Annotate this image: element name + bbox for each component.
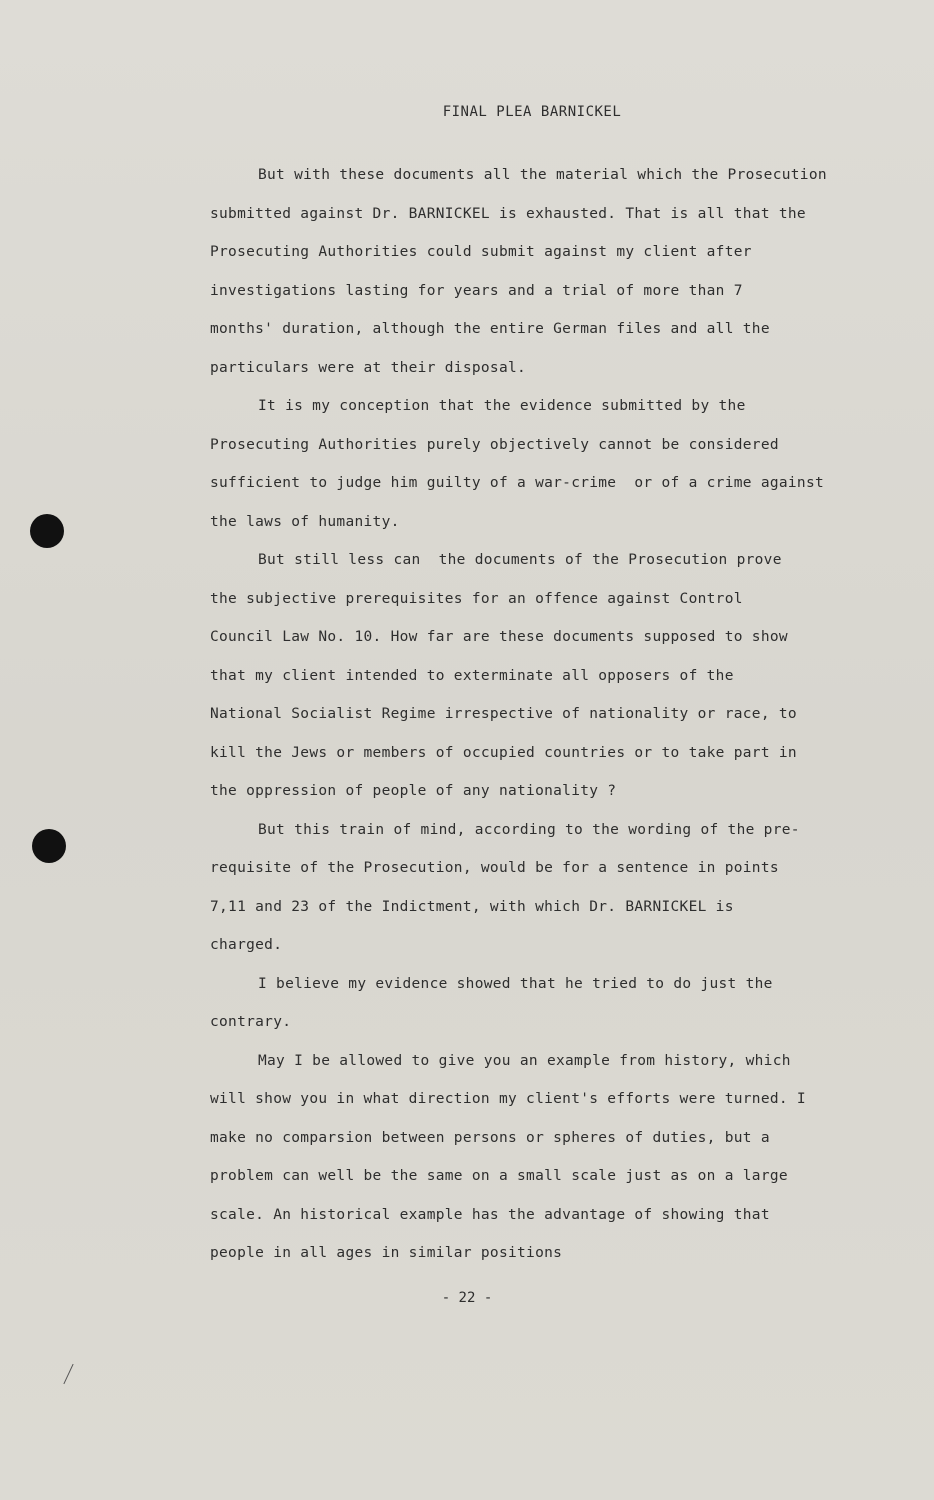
text-line: But with these documents all the material which the Prosecution xyxy=(258,167,827,183)
text-line: But this train of mind, according to the wording of the pre- xyxy=(258,821,800,838)
text-line: Council Law No. 10. How far are these documents supposed to show xyxy=(210,629,788,645)
text-line: I believe my evidence showed that he tried to do just the xyxy=(258,975,773,992)
text-line: National Socialist Regime irrespective of nationality or race, to xyxy=(210,706,797,722)
text-line: kill the Jews or members of occupied countries or to take part in xyxy=(210,744,797,761)
document-body xyxy=(210,156,870,1273)
text-line: submitted against Dr. BARNICKEL is exhausted. That is all that the xyxy=(210,205,806,222)
text-line: the oppression of people of any nationality ? xyxy=(210,783,617,799)
paragraph xyxy=(210,965,870,1042)
text-line: the laws of humanity. xyxy=(210,513,400,530)
text-line: make no comparsion between persons or spheres of duties, but a xyxy=(210,1129,770,1146)
text-line: scale. An historical example has the advantage of showing that xyxy=(210,1206,770,1223)
text-line: problem can well be the same on a small scale just as on a large xyxy=(210,1168,788,1184)
paragraph xyxy=(210,811,870,965)
text-line: Prosecuting Authorities purely objectively cannot be considered xyxy=(210,436,779,453)
page-title xyxy=(0,104,934,120)
text-line: requisite of the Prosecution, would be for a sentence in points xyxy=(210,860,779,876)
text-line: months' duration, although the entire German files and all the xyxy=(210,321,770,337)
paragraph xyxy=(210,541,870,811)
text-line: Prosecuting Authorities could submit against my client after xyxy=(210,244,752,260)
text-line: investigations lasting for years and a trial of more than 7 xyxy=(210,282,743,299)
text-line: people in all ages in similar positions xyxy=(210,1245,563,1261)
text-line: charged. xyxy=(210,937,283,953)
paragraph xyxy=(210,387,870,541)
text-line: May I be allowed to give you an example from history, which xyxy=(258,1052,791,1069)
text-line: It is my conception that the evidence submitted by the xyxy=(258,398,746,414)
text-line: that my client intended to exterminate all opposers of the xyxy=(210,667,734,684)
text-line: the subjective prerequisites for an offence against Control xyxy=(210,590,743,607)
punch-hole xyxy=(30,514,64,548)
paragraph xyxy=(210,156,870,387)
text-line: 7,11 and 23 of the Indictment, with which Dr. BARNICKEL is xyxy=(210,898,734,915)
text-line: sufficient to judge him guilty of a war-crime or of a crime against xyxy=(210,475,825,491)
text-line: particulars were at their disposal. xyxy=(210,359,527,376)
pen-mark xyxy=(63,1364,73,1384)
paragraph xyxy=(210,1042,870,1273)
text-line: But still less can the documents of the Prosecution prove xyxy=(258,552,782,568)
text-line: will show you in what direction my client's efforts were turned. I xyxy=(210,1091,806,1107)
page-title-text: FINAL PLEA BARNICKEL xyxy=(442,104,622,120)
page-number: - 22 - xyxy=(441,1290,493,1306)
text-line: contrary. xyxy=(210,1014,292,1030)
punch-hole xyxy=(32,829,66,863)
